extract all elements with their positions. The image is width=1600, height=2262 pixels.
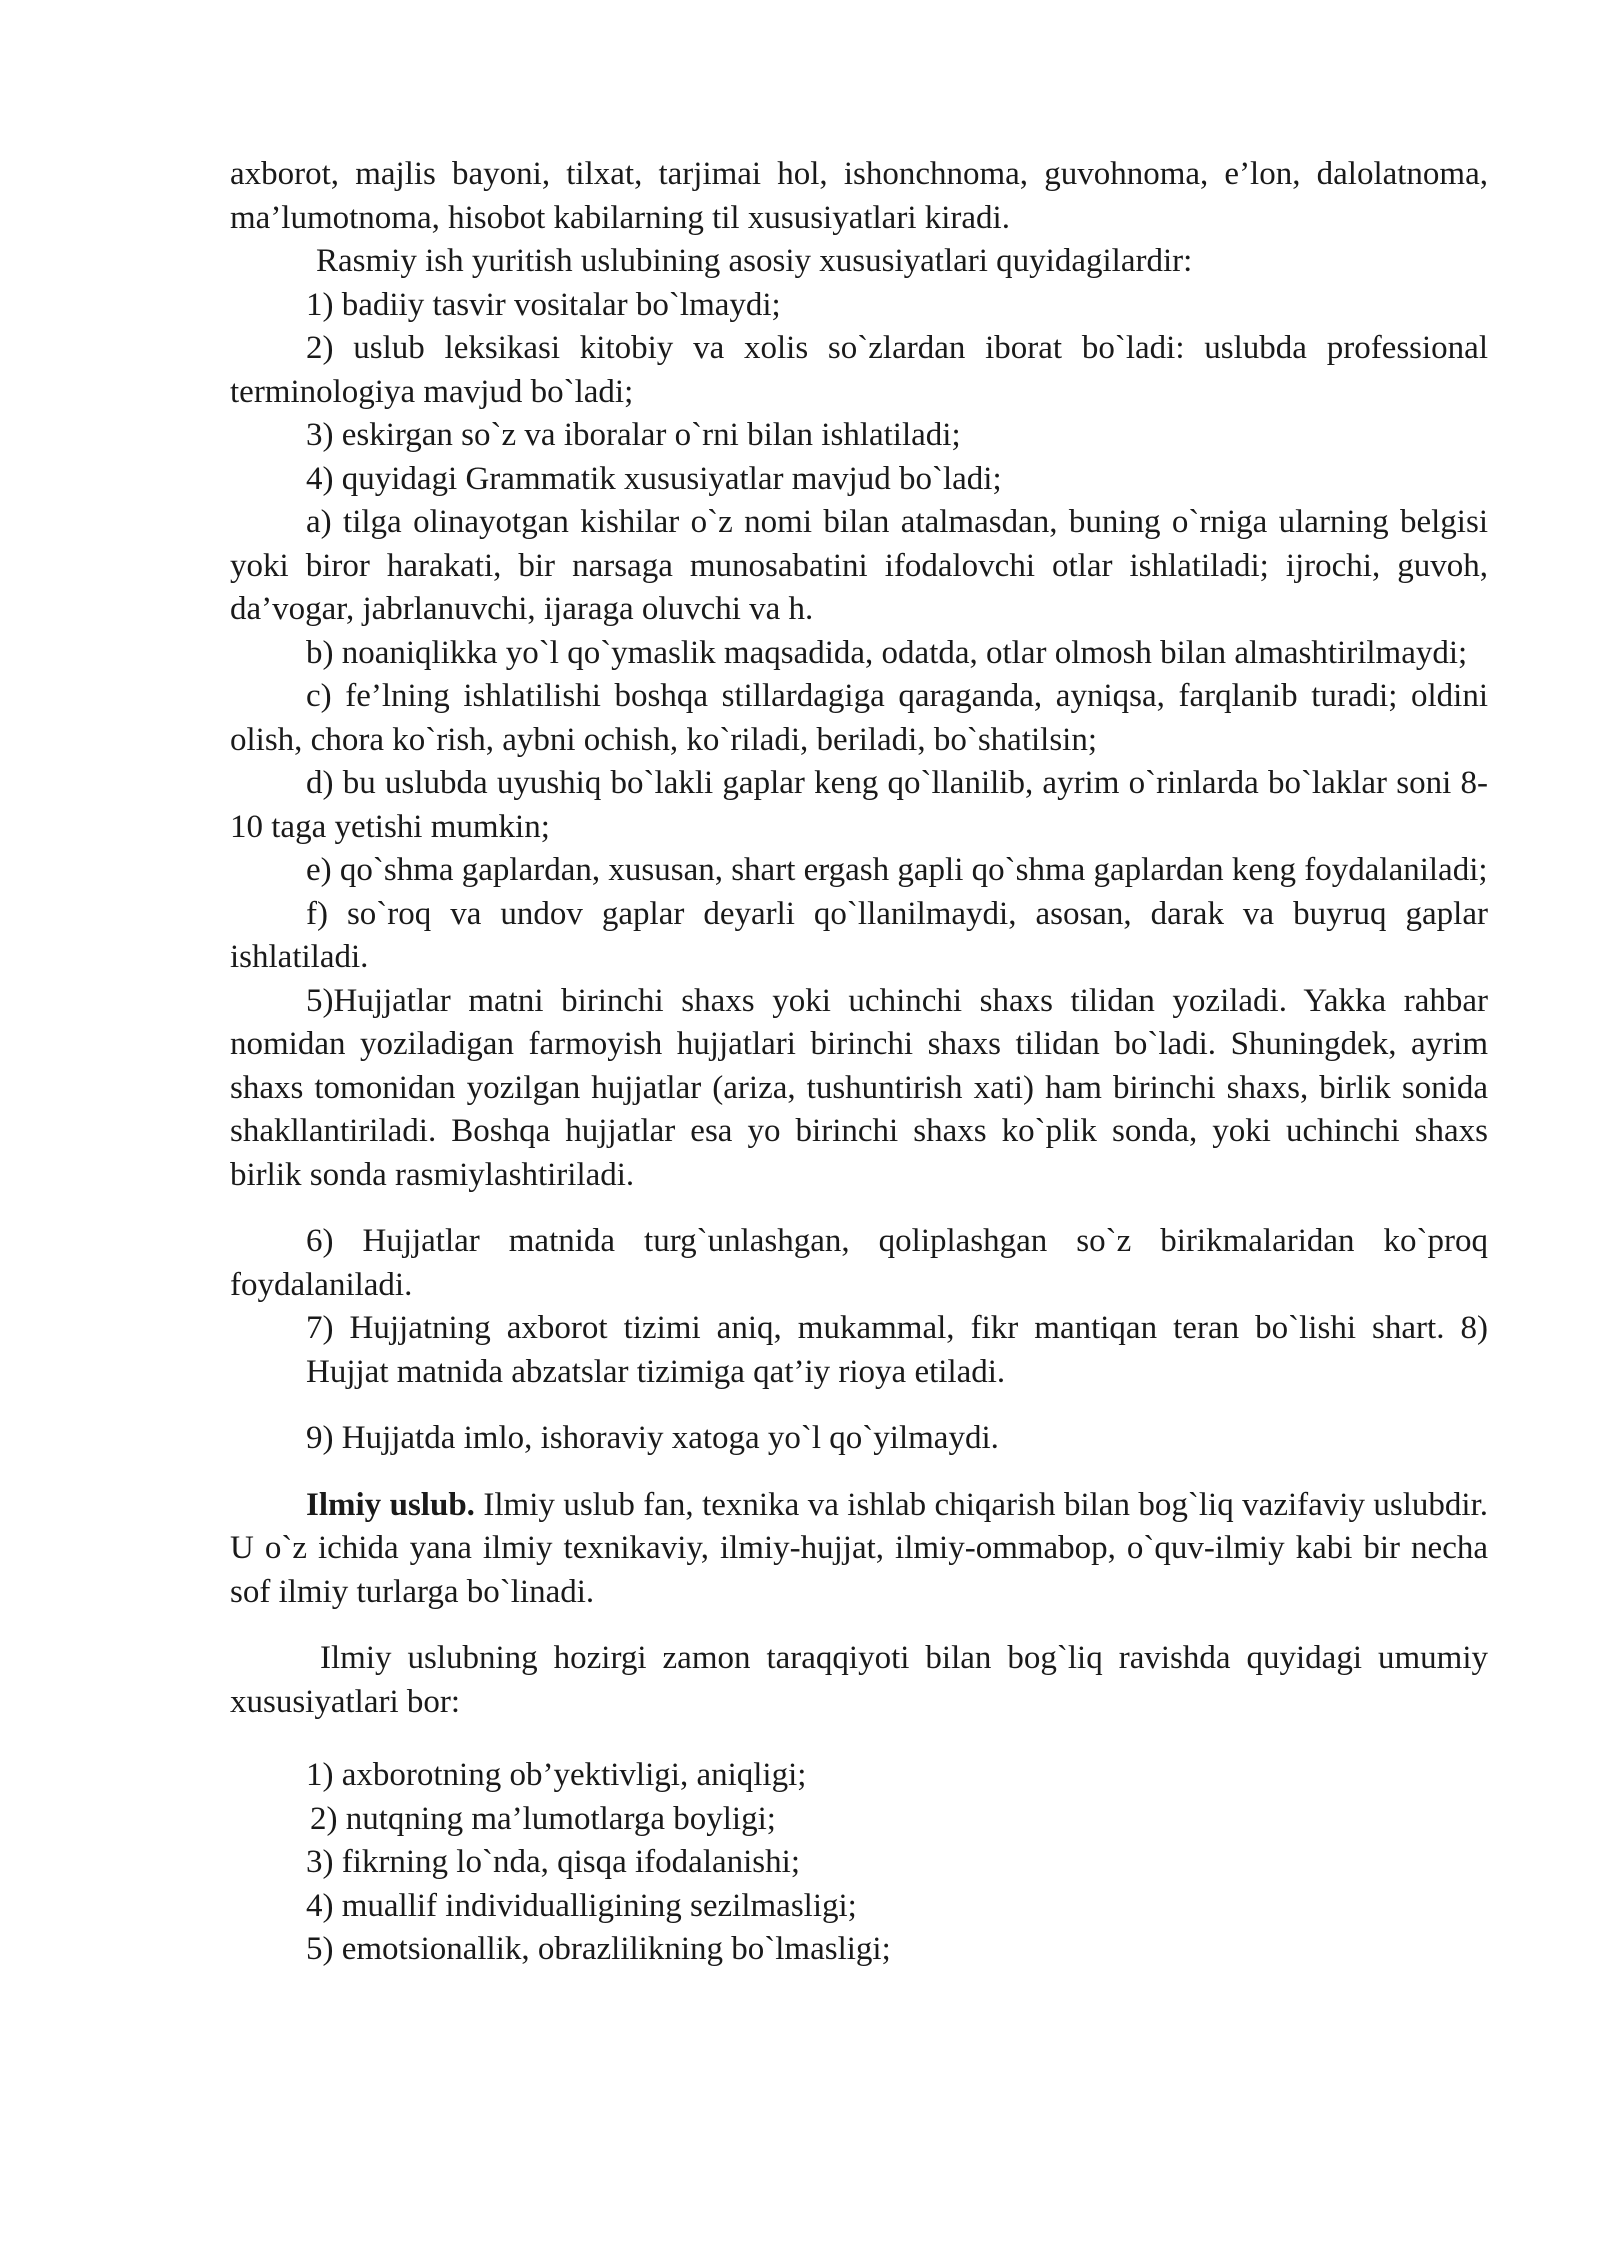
list-item: 4) muallif individualligining sezilmasligi;	[306, 1887, 857, 1924]
list-item: f) so`roq va undov gaplar deyarli qo`llanilmaydi, asosan, darak va buyruq gaplar ishlatiladi.	[230, 895, 1488, 975]
paragraph: 6) Hujjatlar matnida turg`unlashgan, qoliplashgan so`z birikmalaridan ko`proq foydalaniladi.	[230, 1223, 1488, 1303]
paragraph: 5)Hujjatlar matni birinchi shaxs yoki uchinchi shaxs tilidan yoziladi. Yakka rahbar nomidan yoziladigan farmoyish hujjatlari birinchi shaxs tilidan bo`ladi. Shuningdek, ayrim shaxs tomonidan yozilgan hujjatlar (ariza, tushuntirish xati) ham birinchi shaxs, birlik sonida shakllantiriladi. Boshqa hujjatlar esa yo birinchi shaxs ko`plik sonda, yoki uchinchi shaxs birlik sonda rasmiylashtiriladi.	[230, 982, 1488, 1193]
paragraph: 9) Hujjatda imlo, ishoraviy xatoga yo`l qo`yilmaydi.	[306, 1420, 999, 1456]
section-heading: Ilmiy uslub.	[306, 1486, 475, 1523]
list-item: b) noaniqlikka yo`l qo`ymaslik maqsadida, odatda, otlar olmosh bilan almashtirilmaydi;	[306, 634, 1468, 671]
list-item: e) qo`shma gaplardan, xususan, shart ergash gapli qo`shma gaplardan keng foydalaniladi;	[306, 852, 1488, 888]
list-item: 4) quyidagi Grammatik xususiyatlar mavjud bo`ladi;	[306, 460, 1002, 497]
list-item: c) fe’lning ishlatilishi boshqa stillardagiga qaraganda, ayniqsa, farqlanib turadi; oldini olish, chora ko`rish, aybni ochish, ko`riladi, beriladi, bo`shatilsin;	[230, 678, 1488, 758]
list-item: 2) nutqning ma’lumotlarga boyligi;	[310, 1800, 776, 1837]
paragraph: axborot, majlis bayoni, tilxat, tarjimai hol, ishonchnoma, guvohnoma, e’lon, dalolatnoma, ma’lumotnoma, hisobot kabilarning til xususiyatlari kiradi.	[230, 156, 1488, 236]
list-item: 1) badiiy tasvir vositalar bo`lmaydi;	[306, 286, 781, 323]
paragraph: Ilmiy uslubning hozirgi zamon taraqqiyoti bilan bog`liq ravishda quyidagi umumiy xususiyatlari bor:	[230, 1640, 1488, 1720]
feature-list	[230, 1754, 1488, 1972]
list-item: 1) axborotning ob’yektivligi, aniqligi;	[306, 1757, 807, 1793]
paragraph	[230, 1484, 1488, 1615]
list-item: a) tilga olinayotgan kishilar o`z nomi bilan atalmasdan, buning o`rniga ularning belgisi yoki biror harakati, bir narsaga munosabatini ifodalovchi otlar ishlatiladi; ijrochi, guvoh, da’vogar, jabrlanuvchi, ijaraga oluvchi va h.	[230, 504, 1488, 627]
paragraph: 7) Hujjatning axborot tizimi aniq, mukammal, fikr mantiqan teran bo`lishi shart. 8) Hujjat matnida abzatslar tizimiga qat’iy rioya etiladi.	[306, 1310, 1488, 1390]
list-item: d) bu uslubda uyushiq bo`lakli gaplar keng qo`llanilib, ayrim o`rinlarda bo`laklar soni 8-10 taga yetishi mumkin;	[230, 765, 1488, 845]
list-item: 3) eskirgan so`z va iboralar o`rni bilan ishlatiladi;	[306, 417, 961, 453]
document-page	[230, 153, 1488, 1972]
paragraph-text: Ilmiy uslub fan, texnika va ishlab chiqarish bilan bog`liq vazifaviy uslubdir. U o`z ichida yana ilmiy texnikaviy, ilmiy-hujjat, ilmiy-ommabop, o`quv-ilmiy kabi bir necha sof ilmiy turlarga bo`linadi.	[230, 1486, 1488, 1610]
list-item: 3) fikrning lo`nda, qisqa ifodalanishi;	[306, 1844, 800, 1880]
list-item: 2) uslub leksikasi kitobiy va xolis so`zlardan iborat bo`ladi: uslubda professional terminologiya mavjud bo`ladi;	[230, 330, 1488, 410]
list-item: 5) emotsionallik, obrazlilikning bo`lmasligi;	[306, 1931, 891, 1967]
paragraph: Rasmiy ish yuritish uslubining asosiy xususiyatlari quyidagilardir:	[316, 243, 1193, 279]
